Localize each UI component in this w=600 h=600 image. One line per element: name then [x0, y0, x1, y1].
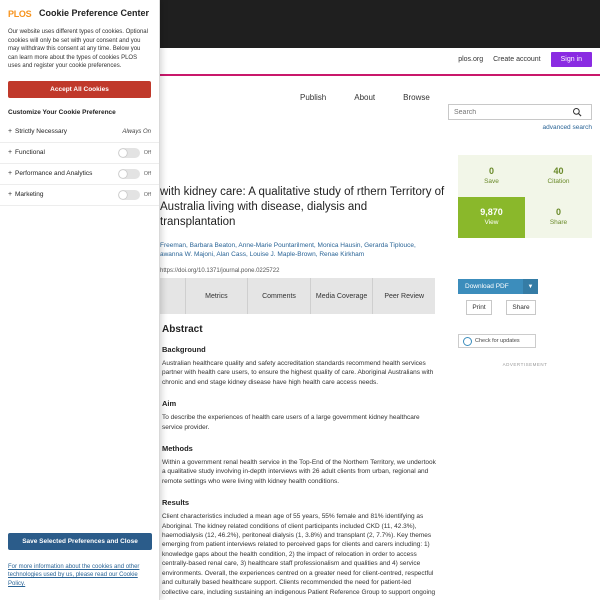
cookie-panel-description: Our website uses different types of cookies. Optional cookies will only be set with your consent and you may withdraw this consent at any time. Below you can learn more about the types of cookies PLOS uses and register your cookie preferences. — [8, 29, 148, 70]
expand-plus-icon[interactable]: + — [8, 191, 13, 199]
cookie-category-label: Performance and Analytics — [15, 170, 93, 178]
article-tabs — [123, 278, 435, 314]
top-nav-right — [458, 52, 592, 67]
cookie-panel-header — [0, 0, 159, 21]
customize-preferences-heading: Customize Your Cookie Preference — [8, 108, 116, 116]
save-selected-preferences-button[interactable]: Save Selected Preferences and Close — [8, 533, 152, 550]
toggle-switch-performance[interactable] — [118, 169, 140, 179]
menu-item-about[interactable]: About — [354, 93, 376, 102]
metric-share-label: Share — [549, 219, 568, 227]
search-icon[interactable] — [567, 104, 587, 120]
advanced-search-link[interactable]: advanced search — [542, 124, 592, 131]
share-button[interactable]: Share — [506, 300, 536, 315]
cookie-preference-center — [0, 0, 160, 600]
toggle-state-label: Off — [143, 191, 151, 198]
abstract-section-text-aim: To describe the experiences of health care users of a large government kidney healthcare service provider. — [162, 414, 420, 431]
tab-media-coverage[interactable]: Media Coverage — [310, 278, 373, 314]
nav-link-plos-org[interactable]: plos.org — [458, 56, 484, 63]
cookie-policy-link[interactable]: For more information about the cookies and other technologies used by us, please read our Cookie Policy. — [8, 564, 140, 587]
plos-logo: PLOS — [8, 9, 32, 19]
toggle-state-label: Off — [143, 149, 151, 156]
abstract-section-text-background: Australian healthcare quality and safety accreditation standards recommend health services partner with health care users, to ensure the highest quality of care. Aboriginal Australians with chronic and end stage kidney disease have high health care access needs. — [162, 360, 434, 386]
metric-save[interactable] — [458, 155, 525, 197]
article-metrics — [458, 155, 592, 238]
metric-save-label: Save — [484, 177, 499, 185]
metric-citation[interactable] — [525, 155, 592, 197]
article-title: with kidney care: A qualitative study of rthern Territory of Australia living with disease, dialysis and transplantation — [160, 186, 445, 228]
toggle-knob — [119, 191, 127, 199]
metric-share-value: 0 — [555, 207, 561, 218]
metric-view[interactable] — [458, 197, 525, 239]
crossmark-icon — [463, 337, 472, 346]
abstract-section-text-methods: Within a government renal health service in the Top-End of the Northern Territory, we undertook a qualitative study involving in-depth interviews with 26 adult clients from urban, regional and remote settings who were living with kidney health conditions. — [162, 459, 436, 485]
tab-metrics[interactable]: Metrics — [185, 278, 248, 314]
article-authors: Freeman, Barbara Beaton, Anne-Marie Pountarilment, Monica Hausin, Gerarda Tiplouce, awanna W. Majoni, Alan Cass, Louise J. Maple-Brown, Renae Kirkham — [160, 242, 416, 258]
cookie-category-toggle-wrap[interactable] — [118, 190, 151, 200]
cookie-category-functional[interactable] — [0, 143, 159, 164]
metric-citation-value: 40 — [553, 165, 564, 176]
expand-plus-icon[interactable]: + — [8, 170, 13, 178]
abstract-heading: Abstract — [162, 324, 203, 335]
sign-in-button[interactable]: Sign in — [551, 52, 592, 67]
tab-comments[interactable]: Comments — [247, 278, 310, 314]
menu-item-publish[interactable]: Publish — [300, 93, 327, 102]
search-input[interactable] — [449, 105, 567, 119]
cookie-category-toggle-wrap[interactable] — [118, 169, 151, 179]
cookie-panel-title: Cookie Preference Center — [39, 8, 150, 18]
abstract-section-title-aim: Aim — [162, 399, 177, 409]
cookie-category-performance-and-analytics[interactable] — [0, 164, 159, 185]
nav-link-create-account[interactable]: Create account — [493, 56, 541, 63]
toggle-knob — [119, 170, 127, 178]
search-box[interactable] — [448, 104, 592, 120]
metric-share[interactable] — [525, 197, 592, 239]
abstract-section-title-results: Results — [162, 498, 190, 508]
cookie-category-marketing[interactable] — [0, 185, 159, 206]
print-button[interactable]: Print — [466, 300, 492, 315]
article-header — [160, 185, 445, 274]
abstract-section-text-results: Client characteristics included a mean age of 55 years, 55% female and 81% identifying as Aboriginal. The kidney related conditions of client participants included CKD (11, 42.3%), haemodialysis (12, 46.2%), peritoneal dialysis (1, 3.8%) and transplant (2, 7.7%). Key themes emerging from patient interviews related to perceived gaps for clients and carers including: 1) knowledge gaps about the health condition, 2) the impact of relocation in order to access centrally-based renal care, 3) healthcare staff professionalism and qualities and 4) service environments. Overall, the experiences centred on a greater need for client-centred, respectful and culturally based healthcare support. Clients recommended the need for patient-led collective care, including sustaining an indigenous Patient Reference Group to support ongoing — [162, 513, 436, 596]
accept-all-cookies-button[interactable]: Accept All Cookies — [8, 81, 151, 98]
menu-item-browse[interactable]: Browse — [403, 93, 430, 102]
download-pdf-button[interactable]: Download PDF — [458, 279, 538, 294]
expand-plus-icon[interactable]: + — [8, 128, 13, 136]
advertisement-label: ADVERTISEMENT — [502, 362, 548, 367]
cookie-category-toggle-wrap[interactable] — [118, 148, 151, 158]
abstract-section — [162, 324, 436, 597]
site-main-menu — [300, 93, 430, 102]
toggle-state-label: Off — [143, 170, 151, 177]
check-for-updates-button[interactable] — [458, 334, 536, 348]
cookie-category-label: Marketing — [15, 191, 44, 199]
cookie-category-status: Always On — [122, 128, 151, 135]
metric-save-value: 0 — [488, 165, 494, 176]
expand-plus-icon[interactable]: + — [8, 149, 13, 157]
cookie-category-strictly-necessary[interactable] — [0, 122, 159, 143]
cookie-category-label: Strictly Necessary — [15, 128, 68, 136]
metric-citation-label: Citation — [547, 177, 570, 185]
abstract-section-title-methods: Methods — [162, 444, 193, 454]
cookie-category-list — [0, 122, 159, 206]
check-for-updates-label: Check for updates — [475, 338, 520, 344]
toggle-switch-functional[interactable] — [118, 148, 140, 158]
metric-view-label: View — [484, 219, 499, 227]
metric-view-value: 9,870 — [480, 207, 503, 218]
download-dropdown-caret-icon[interactable]: ▼ — [523, 279, 538, 294]
cookie-category-label: Functional — [15, 149, 45, 157]
toggle-knob — [119, 149, 127, 157]
toggle-switch-marketing[interactable] — [118, 190, 140, 200]
abstract-section-title-background: Background — [162, 345, 206, 354]
tab-peer-review[interactable]: Peer Review — [372, 278, 435, 314]
article-doi: https://doi.org/10.1371/journal.pone.0225722 — [160, 268, 280, 274]
